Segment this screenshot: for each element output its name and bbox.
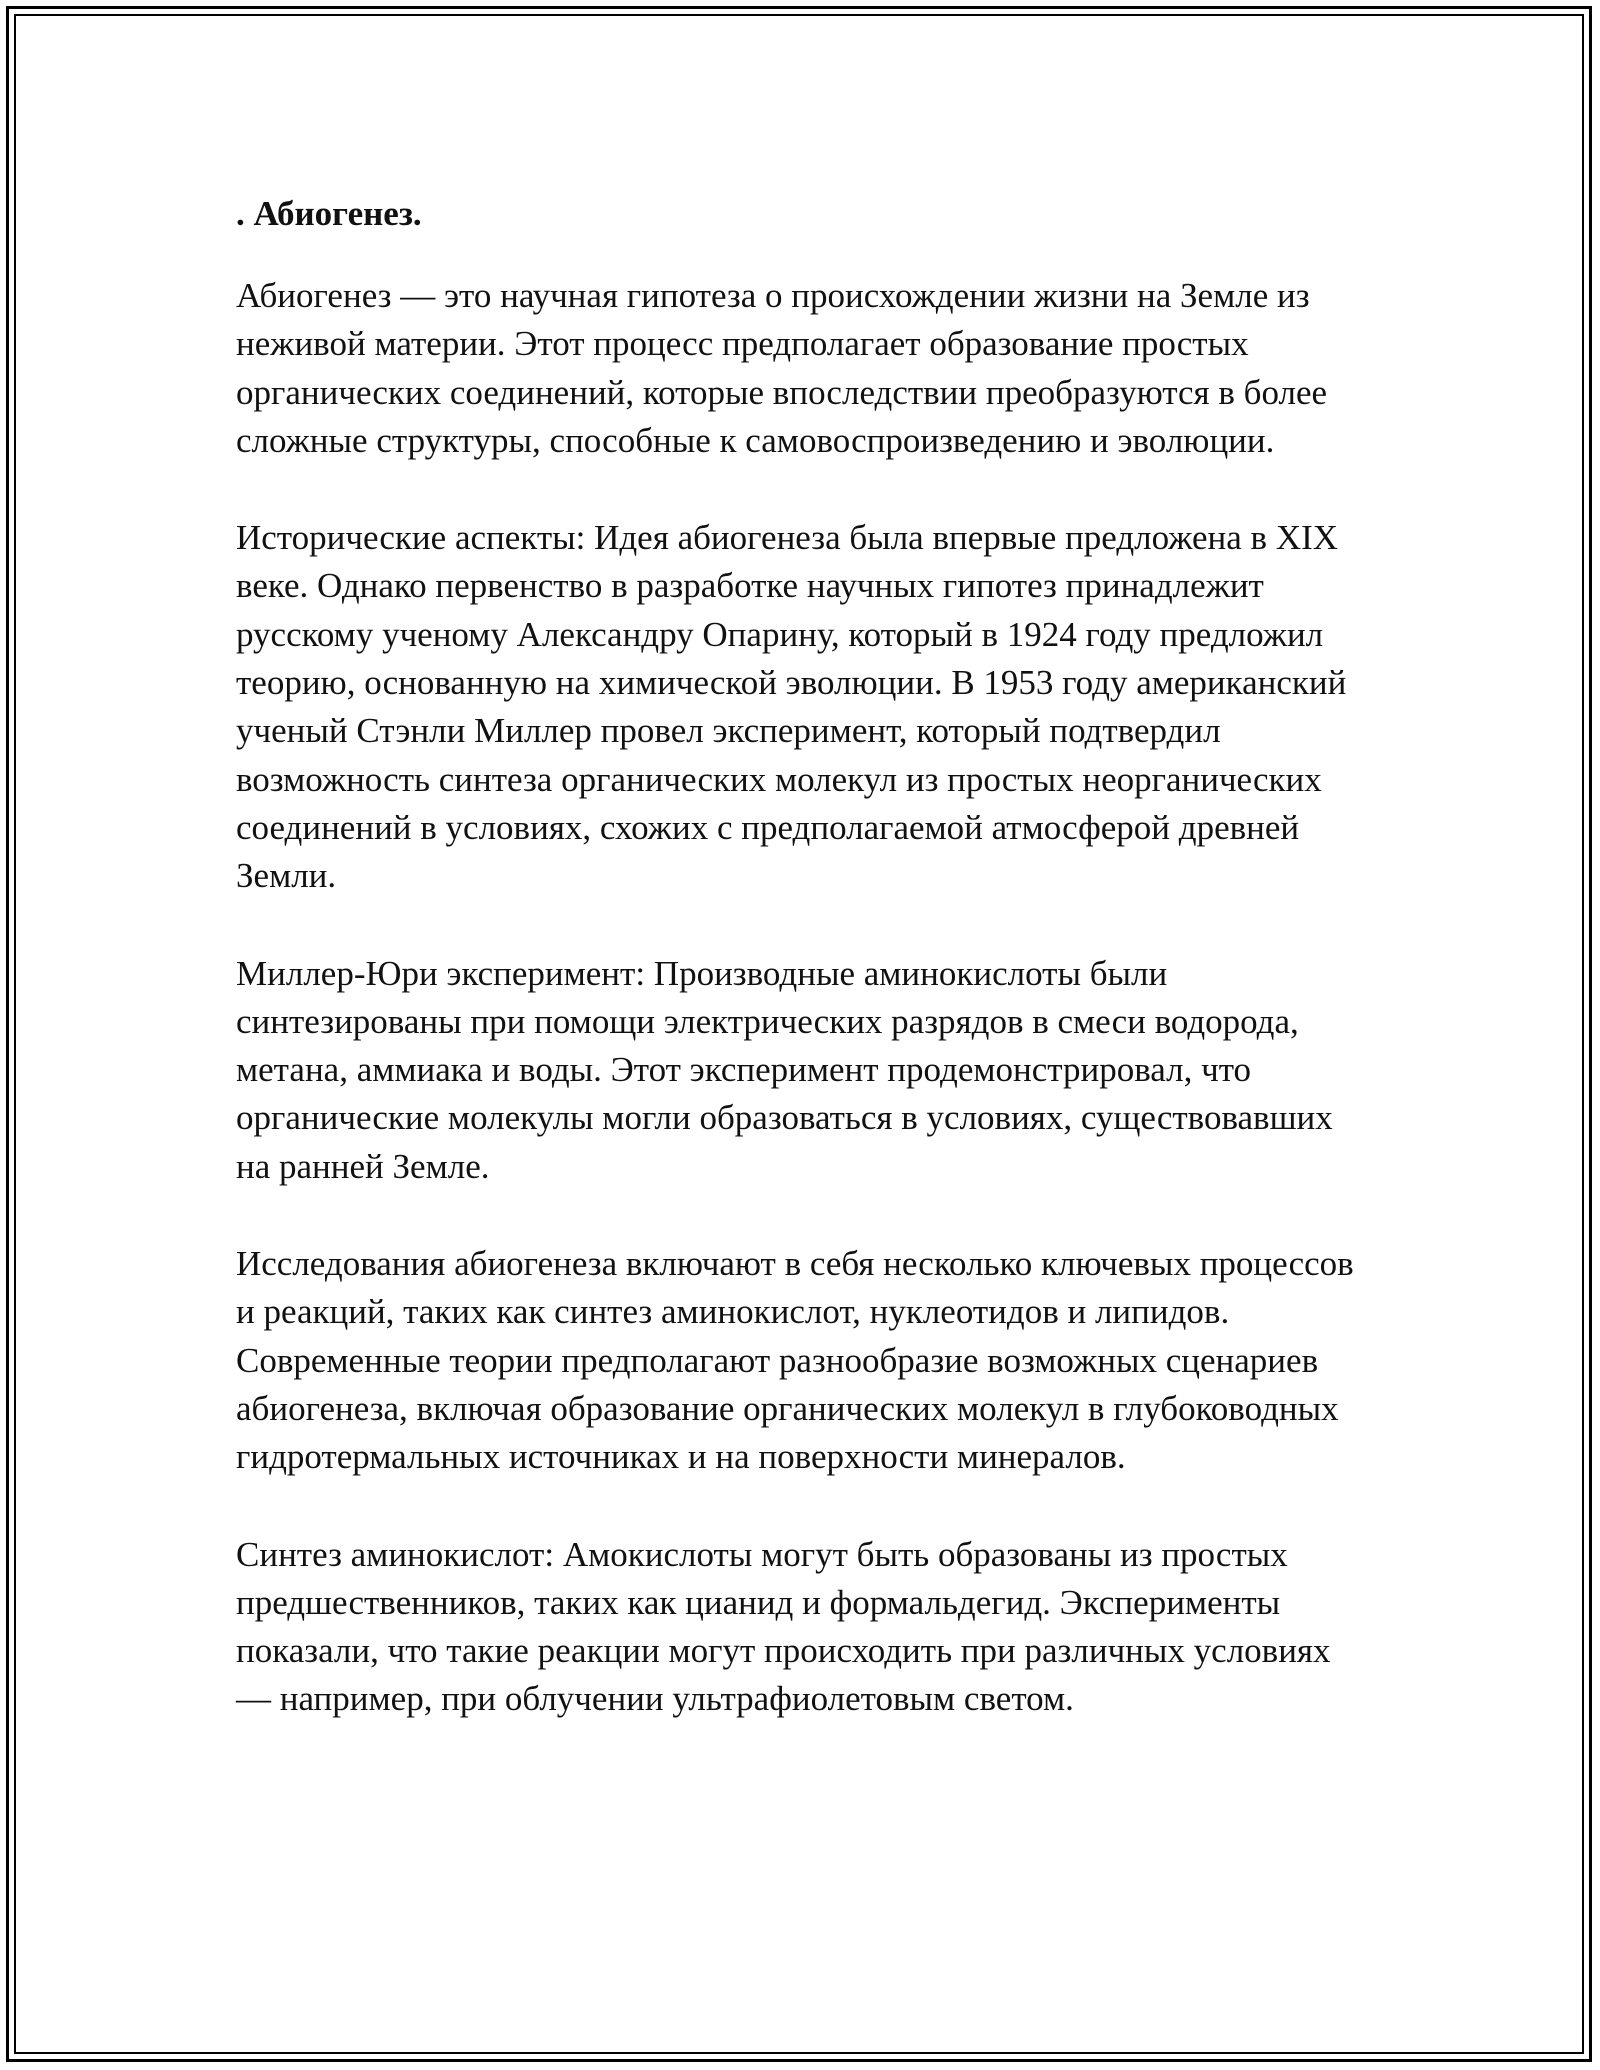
- paragraph-intro: Абиогенез — это научная гипотеза о происхождении жизни на Земле из неживой материи. Этот процесс предполагает образование простых органических соединений, которые впоследствии преобразуются в более сложные структуры, способные к самовоспроизведению и эволюции.: [236, 276, 1328, 460]
- paragraph-amino-synthesis: Синтез аминокислот: Амокислоты могут быть образованы из простых предшественников, таких как цианид и формальдегид. Эксперименты показали, что такие реакции могут происходить при различных условиях — например, при облучении ультрафиолетовым светом.: [236, 1534, 1331, 1719]
- document-body: [236, 190, 1366, 1773]
- document-title: . Абиогенез.: [236, 194, 422, 233]
- paragraph-history: Исторические аспекты: Идея абиогенеза была впервые предложена в XIX веке. Однако первенство в разработке научных гипотез принадлежит русскому ученому Александру Опарину, который в 1924 году предложил теорию, основанную на химической эволюции. В 1953 году американский ученый Стэнли Миллер провел эксперимент, который подтвердил возможность синтеза органических молекул из простых неорганических соединений в условиях, схожих с предполагаемой атмосферой древней Земли.: [236, 518, 1347, 896]
- paragraph-miller-urey: Миллер-Юри эксперимент: Производные аминокислоты были синтезированы при помощи электрических разрядов в смеси водорода, метана, аммиака и воды. Этот эксперимент продемонстрировал, что органические молекулы могли образоваться в условиях, существовавших на ранней Земле.: [236, 953, 1333, 1186]
- paragraph-research: Исследования абиогенеза включают в себя несколько ключевых процессов и реакций, таких как синтез аминокислот, нуклеотидов и липидов. Современные теории предполагают разнообразие возможных сценариев абиогенеза, включая образование органических молекул в глубоководных гидротермальных источниках и на поверхности минералов.: [236, 1244, 1354, 1477]
